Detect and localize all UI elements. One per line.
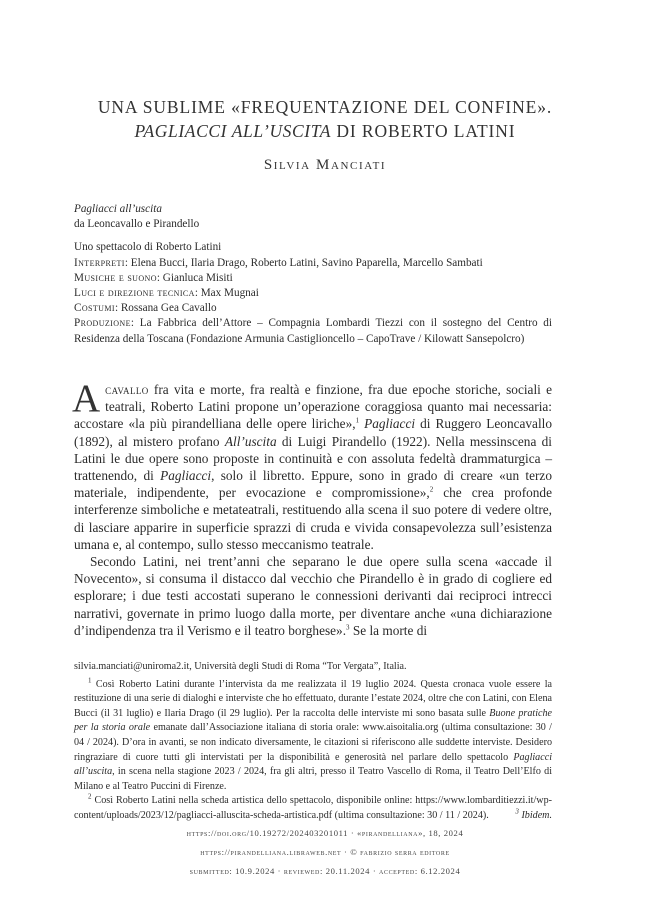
work-title: Pagliacci all’uscita bbox=[74, 203, 162, 215]
credit-musiche: Musiche e suono: Gianluca Misiti bbox=[74, 271, 233, 284]
production-credits bbox=[74, 202, 552, 347]
footnote-ref-2[interactable]: 2 bbox=[429, 485, 434, 494]
title-rest: DI ROBERTO LATINI bbox=[331, 121, 516, 141]
author-name: Silvia Manciati bbox=[263, 157, 387, 173]
footnote-3: $^3$ Ibidem. bbox=[515, 807, 552, 821]
credit-luci: Luci e direzione tecnica: Max Mugnai bbox=[74, 287, 259, 300]
work-source: da Leoncavallo e Pirandello bbox=[74, 218, 200, 231]
title-italic-part: PAGLIACCI ALL’USCITA bbox=[134, 121, 332, 141]
footer-doi[interactable]: https://doi.org/10.19272/202403201011 · «pirandelliana», 18, 2024 bbox=[186, 828, 464, 838]
credit-produzione: Produzione: La Fabbrica dell’Attore – Compagnia Lombardi Tiezzi con il sostegno del Centro di Residenza della Toscana (Fondazione Armunia Castiglioncello – CapoTrave / Kilowatt Sansepolcro) bbox=[74, 317, 553, 345]
footnote-1: $^1$ Così Roberto Latini durante l’intervista da me realizzata il 19 luglio 2024. Questa cronaca vuole essere la restituzione di una serie di dialoghi e interviste che ho effettuato, durante l’estate 2024, oltre che con Latini, con Elena Bucci (il 31 luglio) e Ilaria Drago (il 29 luglio). Per la raccolta delle interviste mi sono basata sulle Buone pratiche per la storia orale emanate dall’Associazione italiana di storia orale: www.aisoitalia.org (ultima consultazione: 30 / 04 / 2024). D’ora in avanti, se non indicato diversamente, le citazioni si riferiscono alle suddette interviste. Desidero ringraziare di cuore tutti gli intervistati per la disponibilità e generosità nel parlare dello spettacolo Pagliacci all’uscita, in scena nella stagione 2023 / 2024, fra gli altri, presso il Teatro Vascello di Roma, il Teatro Dell’Elfo di Milano e al Teatro Puccini di Firenze. bbox=[74, 676, 553, 792]
credit-costumi: Costumi: Rossana Gea Cavallo bbox=[74, 302, 217, 315]
title-line-1: UNA SUBLIME «FREQUENTAZIONE DEL CONFINE». bbox=[97, 97, 553, 117]
footnotes bbox=[74, 660, 552, 824]
author-affiliation: silvia.manciati@uniroma2.it, Università degli Studi di Roma “Tor Vergata”, Italia. bbox=[74, 661, 407, 672]
article-title bbox=[60, 95, 590, 143]
footer-publisher[interactable]: https://pirandelliana.libraweb.net · © fabrizio serra editore bbox=[200, 847, 450, 857]
footnote-ref-1[interactable]: 1 bbox=[355, 416, 360, 425]
paragraph-1: Acavallo fra vita e morte, fra realtà e finzione, fra due epoche storiche, sociali e teatrali, Roberto Latini propone un’operazione coraggiosa quanto mai necessaria: accostare «la più pirandelliana delle opere liriche»,$^1$ Pagliacci di Ruggero Leoncavallo (1892), al mistero profano All’uscita di Luigi Pirandello (1922). Nella messinscena di Latini le due opere sono proposte in continuità e con assoluta fedeltà drammaturgica – trattenendo, di Pagliacci, solo il libretto. Eppure, sono in grado di creare «un terzo materiale, indipendente, per evocazione e compromissione»,$^2$ che crea profonde interferenze simboliche e metateatrali, restituendo alla scena il suo potere di vedere oltre, di lasciare apparire in superficie sprazzi di cruda e vivida consapevolezza sull’esistenza umana e, al contempo, sullo stesso meccanismo teatrale. bbox=[72, 377, 553, 552]
title-line-2 bbox=[60, 119, 590, 143]
footnote-2-and-3: $^2$ Così Roberto Latini nella scheda artistica dello spettacolo, disponibile online: https://www.lombarditiezzi.it/wp-content/uploads/2023/12/pagliacci-alluscita-scheda-artistica.pdf (ultima consultazione: 30 / 11 / 2024). $^3$ Ibidem. bbox=[74, 794, 552, 823]
credit-interpreti: Interpreti: Elena Bucci, Ilaria Drago, Roberto Latini, Savino Paparella, Marcello Sambati bbox=[74, 256, 483, 269]
show-by: Uno spettacolo di Roberto Latini bbox=[74, 241, 222, 254]
page-footer bbox=[60, 824, 590, 881]
footnote-ref-3[interactable]: 3 bbox=[346, 623, 350, 632]
paragraph-2: Secondo Latini, nei trent’anni che separano le due opere sulla scena «accade il Novecento», si consuma il distacco dal vecchio che Pirandello è in grado di cogliere ed esplorare; i due testi accostati superano le connessioni derivanti dai reciproci intrecci narrativi, governate in primo luogo dalla morte, per diventare anche «una dichiarazione d’indipendenza tra il Verismo e il teatro borghese».$^3$ Se la morte di bbox=[74, 554, 552, 638]
drop-cap: A bbox=[72, 377, 101, 420]
footer-dates: submitted: 10.9.2024 · reviewed: 20.11.2024 · accepted: 6.12.2024 bbox=[189, 866, 461, 876]
article-body bbox=[72, 377, 553, 639]
